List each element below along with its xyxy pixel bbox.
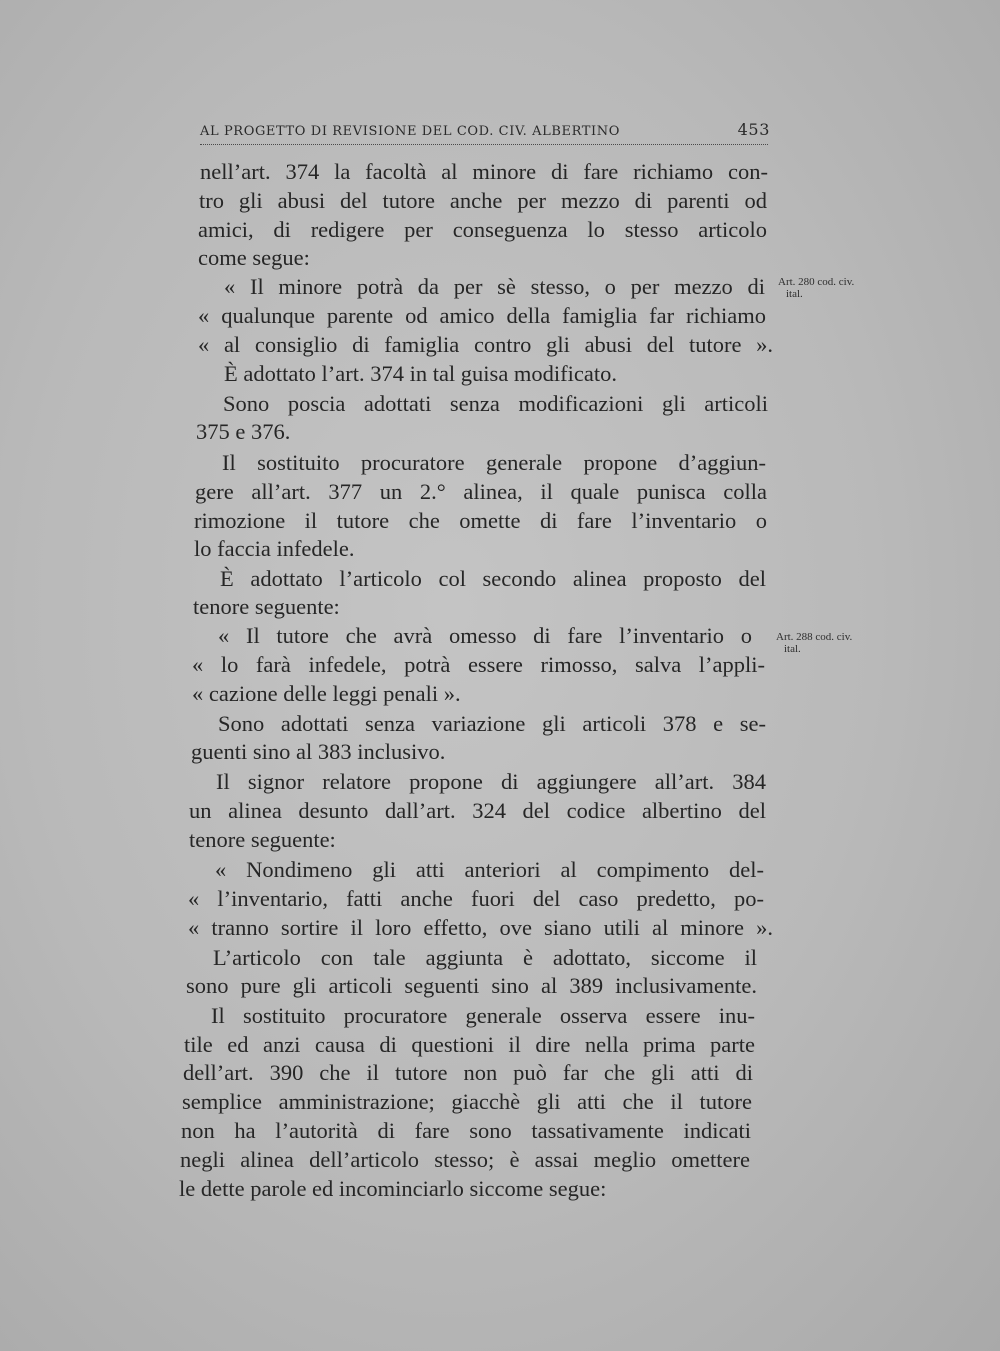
text-line: nell’art. 374 la facoltà al minore di fare richiamo con- [200,159,768,184]
header-rule [200,144,768,145]
text-line: « Il tutore che avrà omesso di fare l’inventario o [218,623,752,648]
text-line: come segue: [198,245,310,270]
text-line: È adottato l’articolo col secondo alinea proposto del [220,566,766,591]
text-line: Il sostituito procuratore generale osserva essere inu- [211,1003,755,1028]
text-line: È adottato l’art. 374 in tal guisa modificato. [224,361,618,386]
text-line: tro gli abusi del tutore anche per mezzo di parenti od [199,188,767,213]
running-header [200,120,770,142]
text-line: L’articolo con tale aggiunta è adottato, siccome il [213,945,757,970]
text-line: « Il minore potrà da per sè stesso, o per mezzo di [224,274,765,299]
text-line: dell’art. 390 che il tutore non può far che gli atti di [183,1060,753,1085]
margin-note [778,276,854,300]
text-line: tenore seguente: [189,827,336,852]
running-header-title: AL PROGETTO DI REVISIONE DEL COD. CIV. ALBERTINO [200,124,621,139]
text-line: non ha l’autorità di fare sono tassativamente indicati [181,1118,751,1143]
margin-note [776,631,852,655]
margin-note-line: Art. 288 cod. civ. [776,631,853,643]
text-line: amici, di redigere per conseguenza lo stesso articolo [198,217,767,242]
text-line: Sono adottati senza variazione gli articoli 378 e se- [218,711,766,736]
text-line: rimozione il tutore che omette di fare l’inventario o [194,508,767,533]
text-line: « cazione delle leggi penali ». [192,681,461,706]
text-line: tile ed anzi causa di questioni il dire nella prima parte [184,1032,755,1057]
text-line: « lo farà infedele, potrà essere rimosso, salva l’appli- [192,652,765,677]
margin-note-line: ital. [784,643,801,655]
margin-note-line: ital. [786,288,803,300]
text-line: Il sostituito procuratore generale propone d’aggiun- [222,450,766,475]
text-line: Il signor relatore propone di aggiungere all’art. 384 [216,769,766,794]
text-line: Sono poscia adottati senza modificazioni gli articoli [223,391,768,416]
text-line: « tranno sortire il loro effetto, ove siano utili al minore ». [188,915,773,940]
text-line: sono pure gli articoli seguenti sino al 389 inclusivamente. [186,973,757,998]
text-line: tenore seguente: [193,594,340,619]
text-line: « l’inventario, fatti anche fuori del caso predetto, po- [188,886,764,911]
text-line: negli alinea dell’articolo stesso; è assai meglio omettere [180,1147,750,1172]
text-line: guenti sino al 383 inclusivo. [191,739,446,764]
margin-note-line: Art. 280 cod. civ. [778,276,855,288]
text-line: « qualunque parente od amico della famiglia far richiamo [198,303,766,328]
text-line: lo faccia infedele. [194,536,355,561]
text-line: « Nondimeno gli atti anteriori al compimento del- [215,857,764,882]
text-line: le dette parole ed incominciarlo siccome segue: [179,1176,607,1201]
text-line: 375 e 376. [196,419,291,444]
text-line: semplice amministrazione; giacchè gli atti che il tutore [182,1089,752,1114]
text-line: gere all’art. 377 un 2.° alinea, il quale punisca colla [195,479,767,504]
text-line: « al consiglio di famiglia contro gli abusi del tutore ». [198,332,773,357]
page-number: 453 [737,120,770,139]
text-line: un alinea desunto dall’art. 324 del codice albertino del [189,798,766,823]
